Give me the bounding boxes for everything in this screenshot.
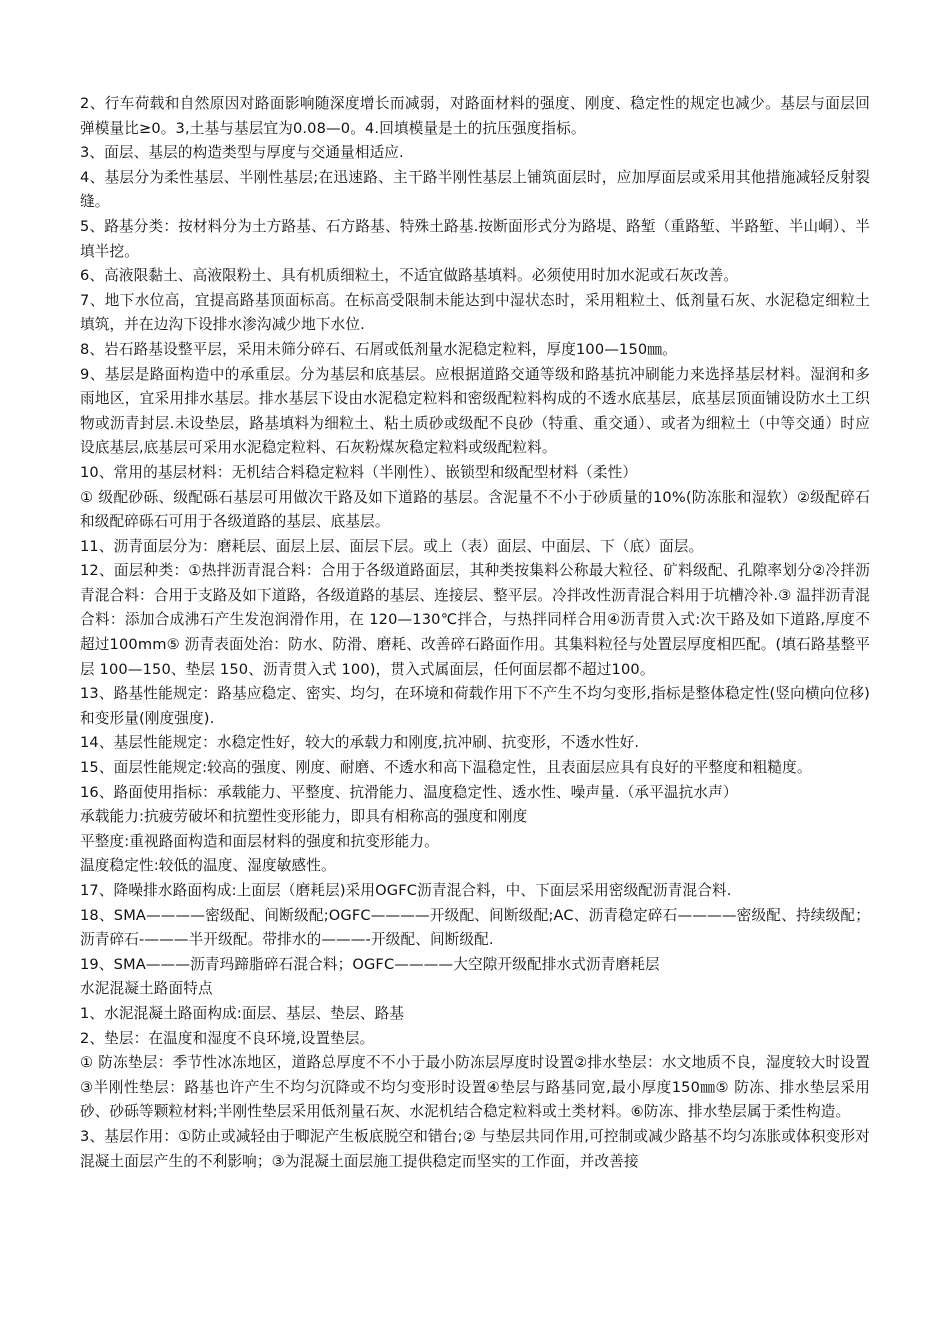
- paragraph-16-flatness: 平整度:重视路面构造和面层材料的强度和抗变形能力。: [80, 832, 439, 850]
- paragraph-4: 4、基层分为柔性基层、半刚性基层;在迅速路、主干路半刚性基层上铺筑面层时，应加厚面层或采用其他措施减轻反射裂缝。: [80, 168, 870, 211]
- paragraph-11: 11、沥青面层分为：磨耗层、面层上层、面层下层。或上（表）面层、中面层、下（底）面层。: [80, 537, 704, 555]
- paragraph-17: 17、降噪排水路面构成:上面层（磨耗层)采用OGFC沥青混合料，中、下面层采用密级配沥青混合料.: [80, 882, 732, 899]
- concrete-paragraph-2-detail: ① 防冻垫层：季节性冰冻地区，道路总厚度不不小于最小防冻层厚度时设置②排水垫层：水文地质不良，湿度较大时设置③半刚性垫层：路基也许产生不均匀沉降或不均匀变形时设置④垫层与路基同宽,最小厚度150㎜⑤ 防冻、排水垫层采用砂、砂砾等颗粒材料;半刚性垫层采用低剂量石灰、水泥机结合稳定粒料或土类材料。⑥防冻、排水垫层属于柔性构造。: [80, 1054, 870, 1121]
- paragraph-14: 14、基层性能规定：水稳定性好，较大的承载力和刚度,抗冲刷、抗变形，不透水性好.: [80, 734, 640, 752]
- concrete-paragraph-1: 1、水泥混凝土路面构成:面层、基层、垫层、路基: [80, 1004, 405, 1022]
- paragraph-12: 12、面层种类：①热拌沥青混合料：合用于各级道路面层，其种类按集料公称最大粒径、矿料级配、孔隙率划分②冷拌沥青混合料：合用于支路及如下道路，各级道路的基层、连接层、整平层。冷拌改性沥青混合料用于坑槽冷补.③ 温拌沥青混合料：添加合成沸石产生发泡润滑作用，在 120—130℃拌合，与热拌同样合用④沥青贯入式:次干路及如下道路,厚度不超过100mm⑤ 沥青表面处治：防水、防滑、磨耗、改善碎石路面作用。其集料粒径与处置层厚度相匹配。(填石路基整平层 100—150、垫层 150、沥青贯入式 100)，贯入式属面层，任何面层都不超过100。: [80, 562, 870, 678]
- paragraph-2: 2、行车荷载和自然原因对路面影响随深度增长而减弱，对路面材料的强度、刚度、稳定性的规定也减少。基层与面层回弹模量比≥0。3,土基与基层宜为0.08—0。4.回填模量是土的抗压强度指标。: [80, 95, 870, 137]
- section-heading: 水泥混凝土路面特点: [80, 980, 213, 998]
- paragraph-16-temperature: 温度稳定性:较低的温度、湿度敏感性。: [80, 857, 336, 875]
- paragraph-10: 10、常用的基层材料：无机结合料稳定粒料（半刚性）、嵌锁型和级配型材料（柔性）: [80, 463, 638, 481]
- paragraph-13: 13、路基性能规定：路基应稳定、密实、均匀，在环境和荷载作用下不产生不均匀变形,指标是整体稳定性(竖向横向位移)和变形量(刚度强度).: [80, 685, 870, 727]
- paragraph-9: 9、基层是路面构造中的承重层。分为基层和底基层。应根据道路交通等级和路基抗冲刷能力来选择基层材料。湿润和多雨地区，宜采用排水基层。排水基层下设由水泥稳定粒料和密级配粒料构成的不透水底基层，底基层顶面铺设防水土工织物或沥青封层.未设垫层，路基填料为细粒土、粘土质砂或级配不良砂（特重、重交通）、或者为细粒土（中等交通）时应设底基层,底基层可采用水泥稳定粒料、石灰粉煤灰稳定粒料或级配粒料。: [80, 365, 870, 457]
- paragraph-3: 3、面层、基层的构造类型与厚度与交通量相适应.: [80, 144, 404, 162]
- paragraph-18: 18、SMA————密级配、间断级配;OGFC————开级配、间断级配;AC、沥青稳定碎石————密级配、持续级配；沥青碎石-———半开级配。带排水的———-开级配、间断级配.: [80, 906, 870, 949]
- paragraph-16: 16、路面使用指标：承载能力、平整度、抗滑能力、温度稳定性、透水性、噪声量.（承平温抗水声）: [80, 783, 738, 801]
- paragraph-5: 5、路基分类：按材料分为土方路基、石方路基、特殊土路基.按断面形式分为路堤、路堑（重路堑、半路堑、半山峒）、半填半挖。: [80, 217, 870, 260]
- paragraph-8: 8、岩石路基设整平层，采用未筛分碎石、石屑或低剂量水泥稳定粒料，厚度100—150㎜。: [80, 340, 677, 358]
- paragraph-19: 19、SMA———沥青玛蹄脂碎石混合料；OGFC————大空隙开级配排水式沥青磨耗层: [80, 955, 660, 973]
- paragraph-15: 15、面层性能规定:较高的强度、刚度、耐磨、不透水和高下温稳定性，且表面层应具有良好的平整度和粗糙度。: [80, 759, 812, 777]
- paragraph-10-detail: ① 级配砂砾、级配砾石基层可用做次干路及如下道路的基层。含泥量不不小于砂质量的10%(防冻胀和湿软）②级配碎石和级配碎砾石可用于各级道路的基层、底基层。: [80, 488, 870, 531]
- paragraph-7: 7、地下水位高，宜提高路基顶面标高。在标高受限制未能达到中湿状态时，采用粗粒土、低剂量石灰、水泥稳定细粒土填筑，并在边沟下设排水渗沟减少地下水位.: [80, 291, 870, 334]
- concrete-paragraph-3: 3、基层作用：①防止或减轻由于唧泥产生板底脱空和错台;② 与垫层共同作用,可控制或减少路基不均匀冻胀或体积变形对混凝土面层产生的不利影响；③为混凝土面层施工提供稳定而坚实的工作面，并改善接: [80, 1127, 870, 1170]
- concrete-paragraph-2: 2、垫层：在温度和湿度不良环境,设置垫层。: [80, 1029, 375, 1047]
- paragraph-6: 6、高液限黏土、高液限粉土、具有机质细粒土，不适宜做路基填料。必须使用时加水泥或石灰改善。: [80, 267, 739, 285]
- paragraph-16-capacity: 承载能力:抗疲劳破坏和抗塑性变形能力，即具有相称高的强度和刚度: [80, 808, 528, 826]
